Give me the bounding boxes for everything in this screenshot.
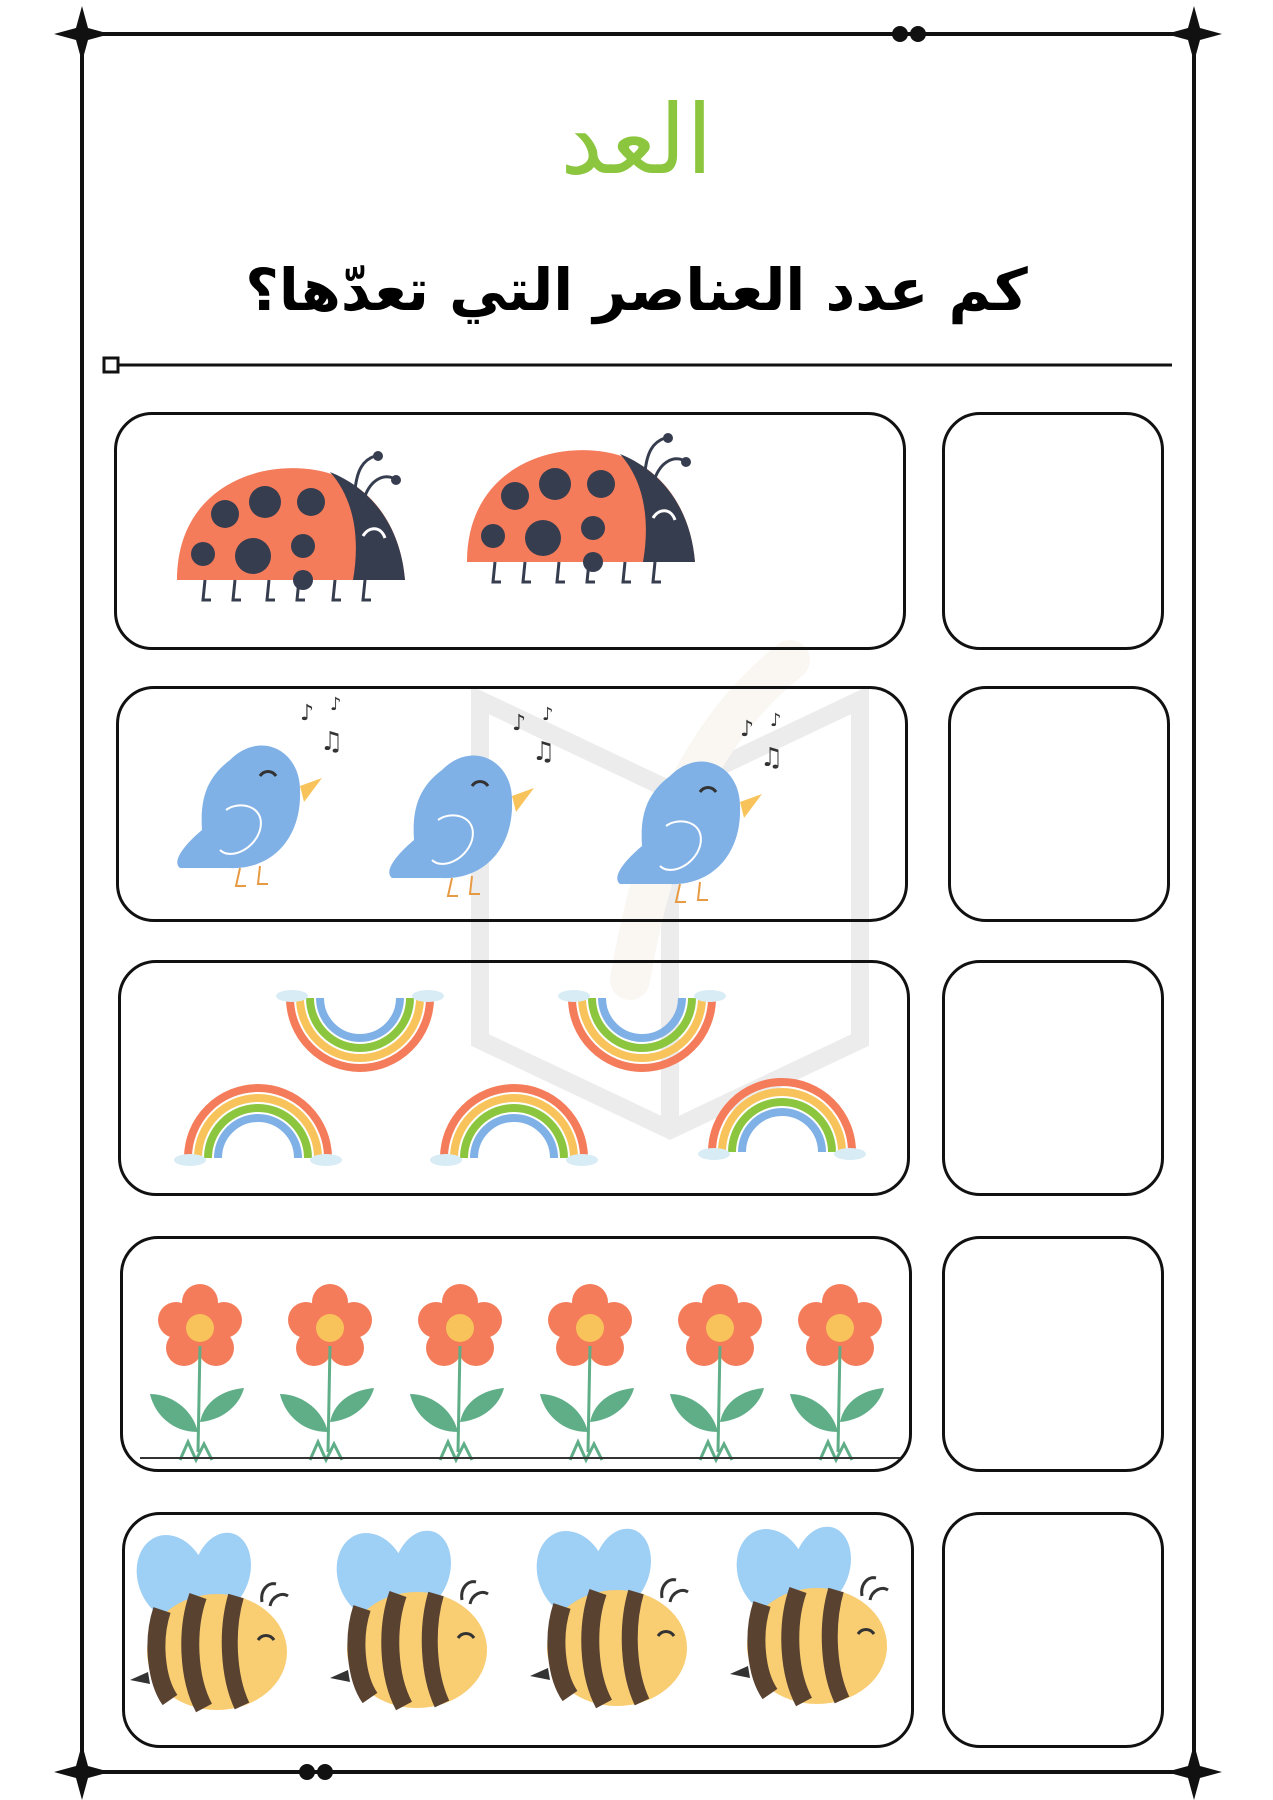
flower-icon [530,1282,650,1462]
svg-text:♪: ♪ [770,710,782,731]
svg-text:♪: ♪ [512,711,527,736]
rainbow-icon [178,1076,338,1166]
flower-icon [400,1282,520,1462]
bird-icon [600,706,810,916]
flower-icon [270,1282,390,1462]
svg-text:♪: ♪ [300,701,315,726]
svg-text:♫: ♫ [532,737,556,767]
rainbow-icon [280,990,440,1080]
ground-line [140,1456,900,1460]
answer-box-ladybugs[interactable] [942,412,1164,650]
svg-text:♫: ♫ [760,743,784,773]
ladybug-icon [175,450,415,610]
rainbow-icon [702,1070,862,1160]
rainbow-icon [562,990,722,1080]
answer-box-flowers[interactable] [942,1236,1164,1472]
bee-icon [322,1518,502,1718]
answer-box-birds[interactable] [948,686,1170,922]
rainbow-icon [434,1076,594,1166]
flower-icon [140,1282,260,1462]
flower-icon [660,1282,780,1462]
answer-box-bees[interactable] [942,1512,1164,1748]
svg-text:♪: ♪ [542,704,554,725]
bee-icon [522,1516,702,1716]
flower-icon [780,1282,900,1462]
bird-icon [160,690,370,900]
svg-text:♪: ♪ [740,717,755,742]
page-title: العد [560,84,713,196]
svg-text:♫: ♫ [320,727,344,757]
ladybug-icon [465,432,705,592]
bird-icon [372,700,582,910]
question-heading: كم عدد العناصر التي تعدّها؟ [245,256,1028,324]
svg-text:♪: ♪ [330,694,342,715]
bee-icon [722,1514,902,1714]
answer-box-rainbows[interactable] [942,960,1164,1196]
bee-icon [122,1520,302,1720]
